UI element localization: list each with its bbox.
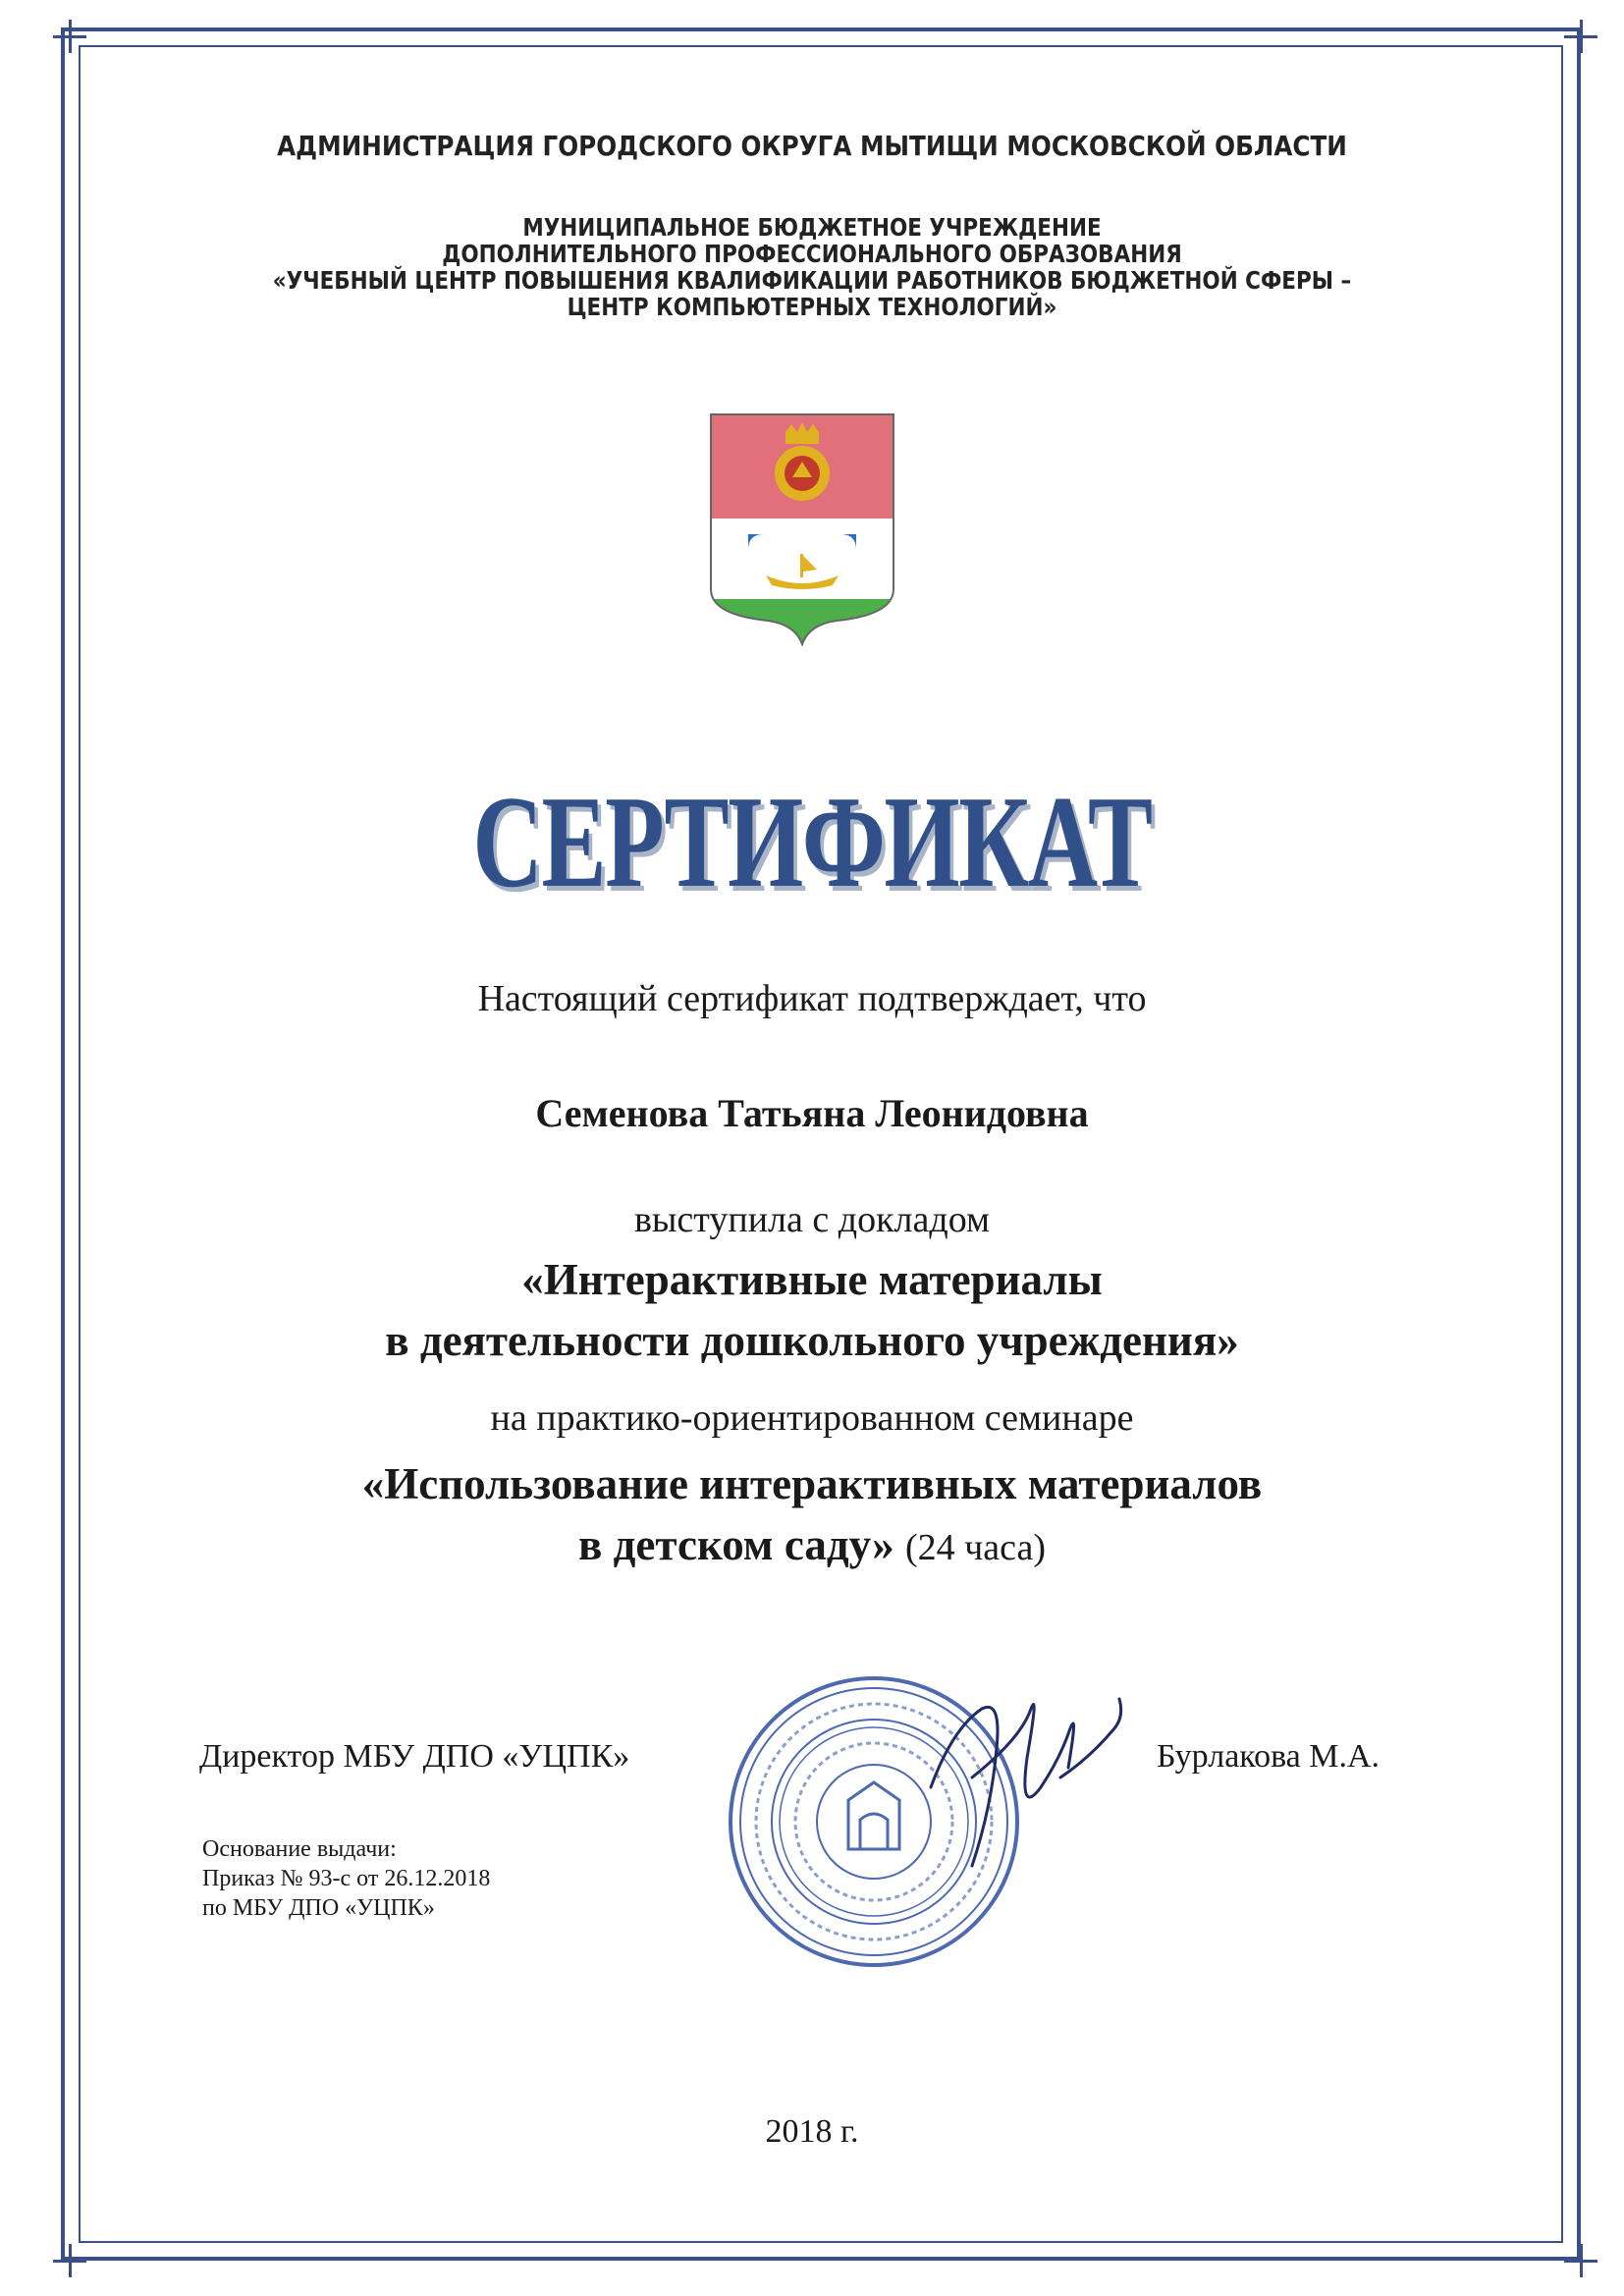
corner-ornament-icon [53,2244,86,2277]
corner-ornament-icon [1564,20,1597,53]
seminar-intro: на практико-ориентированном семинаре [490,1397,1134,1439]
org-line: ЦЕНТР КОМПЬЮТЕРНЫХ ТЕХНОЛОГИЙ» [567,293,1057,321]
confirmation-text: Настоящий сертификат подтверждает, что [477,978,1147,1019]
certificate-title: СЕРТИФИКАТ [472,769,1152,914]
corner-ornament-icon [53,20,86,53]
issuance-basis [202,1834,490,1923]
action-text: выступила с докладом [633,1199,991,1240]
issue-year: 2018 г. [765,2113,859,2150]
report-title-line: «Интерактивные материалы [521,1255,1103,1304]
org-line: МУНИЦИПАЛЬНОЕ БЮДЖЕТНОЕ УЧРЕЖДЕНИЕ [522,213,1102,242]
seminar-title-line2: в детском саду» [578,1520,894,1569]
recipient-name: Семенова Татьяна Леонидовна [535,1091,1089,1135]
basis-issuer: по МБУ ДПО «УЦПК» [202,1895,435,1921]
director-title: Директор МБУ ДПО «УЦПК» [199,1738,630,1775]
report-title [0,1249,1624,1371]
administration-header: АДМИНИСТРАЦИЯ ГОРОДСКОГО ОКРУГА МЫТИЩИ МОСКОВСКОЙ ОБЛАСТИ [277,130,1347,162]
organization-name [114,214,1510,320]
corner-ornament-icon [1564,2244,1597,2277]
seminar-title [0,1453,1624,1578]
mytishchi-coat-of-arms-icon [709,412,895,646]
handwritten-signature-icon [913,1669,1149,1886]
basis-label: Основание выдачи: [202,1836,397,1862]
seminar-title-line: «Использование интерактивных материалов [361,1459,1263,1508]
org-line: «УЧЕБНЫЙ ЦЕНТР ПОВЫШЕНИЯ КВАЛИФИКАЦИИ РАБОТНИКОВ БЮДЖЕТНОЙ СФЕРЫ – [272,266,1352,295]
director-name: Бурлакова М.А. [1157,1738,1380,1775]
basis-order: Приказ № 93-с от 26.12.2018 [202,1866,491,1891]
org-line: ДОПОЛНИТЕЛЬНОГО ПРОФЕССИОНАЛЬНОГО ОБРАЗОВАНИЯ [442,240,1182,268]
report-title-line: в деятельности дошкольного учреждения» [385,1316,1239,1365]
seminar-title-line [0,1514,1624,1578]
seminar-hours: (24 часа) [904,1527,1046,1568]
